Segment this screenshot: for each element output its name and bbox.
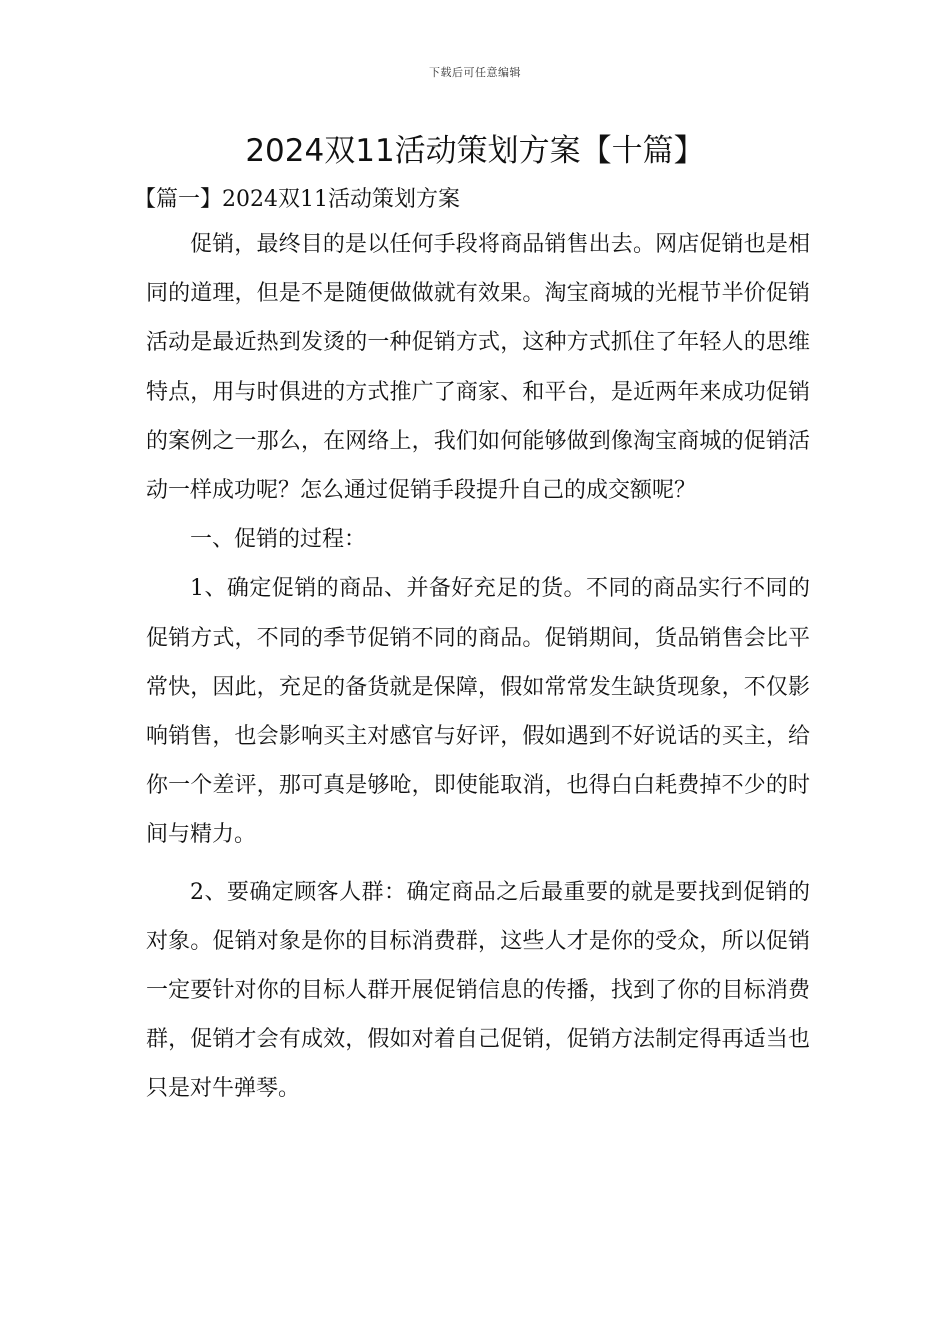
document-body <box>134 180 810 1114</box>
document-title: 2024双11活动策划方案【十篇】 <box>245 133 705 169</box>
section-heading: 【篇一】2024双11活动策划方案 <box>134 187 460 212</box>
page-header-note: 下载后可任意编辑 <box>429 66 521 79</box>
paragraph-point-1: 1、确定促销的商品、并备好充足的货。不同的商品实行不同的促销方式，不同的季节促销不同的商品。促销期间，货品销售会比平常快，因此，充足的备货就是保障，假如常常发生缺货现象，不仅影响销售，也会影响买主对感官与好评，假如遇到不好说话的买主，给你一个差评，那可真是够呛，即使能取消，也得白白耗费掉不少的时间与精力。 <box>146 576 810 848</box>
paragraph-intro: 促销，最终目的是以任何手段将商品销售出去。网店促销也是相同的道理，但是不是随便做做就有效果。淘宝商城的光棍节半价促销活动是最近热到发烫的一种促销方式，这种方式抓住了年轻人的思维特点，用与时俱进的方式推广了商家、和平台，是近两年来成功促销的案例之一那么，在网络上，我们如何能够做到像淘宝商城的促销活动一样成功呢？怎么通过促销手段提升自己的成交额呢？ <box>146 232 810 504</box>
paragraph-point-2: 2、要确定顾客人群：确定商品之后最重要的就是要找到促销的对象。促销对象是你的目标消费群，这些人才是你的受众，所以促销一定要针对你的目标人群开展促销信息的传播，找到了你的目标消费群，促销才会有成效，假如对着自己促销，促销方法制定得再适当也只是对牛弹琴。 <box>146 879 810 1102</box>
paragraph-subheading: 一、促销的过程： <box>190 527 367 553</box>
